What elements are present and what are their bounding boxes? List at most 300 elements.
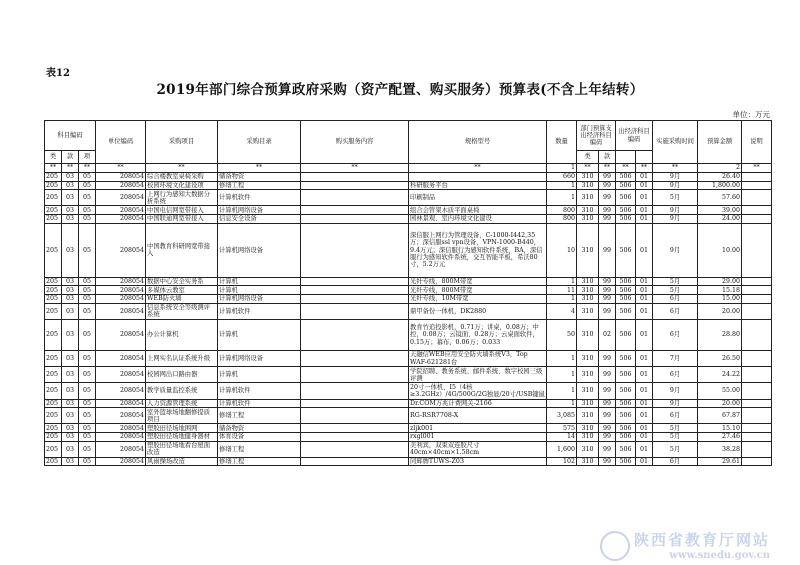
table-cell: 310	[577, 181, 599, 190]
table-cell: 01	[636, 367, 653, 383]
watermark-url: www.snedu.gov.cn	[669, 550, 770, 561]
table-row	[45, 433, 772, 442]
table-cell: 01	[636, 424, 653, 433]
table-cell	[742, 181, 772, 190]
table-cell: 05	[79, 441, 96, 457]
table-cell: 05	[79, 214, 96, 223]
table-cell: 体育设备	[218, 433, 301, 442]
marker-cell: **	[79, 164, 96, 173]
table-cell	[301, 214, 409, 223]
table-cell: 05	[79, 319, 96, 350]
table-cell: 506	[616, 294, 636, 303]
table-cell: 27.46	[698, 433, 742, 442]
table-cell: 计算机软件	[218, 383, 301, 399]
table-cell: 208054	[96, 457, 146, 466]
table-cell: 208054	[96, 277, 146, 286]
table-cell	[742, 190, 772, 206]
table-cell: 208054	[96, 319, 146, 350]
marker-cell: **	[636, 164, 653, 173]
table-cell: 校园环境文化建设项	[146, 181, 218, 190]
table-row	[45, 351, 772, 367]
table-cell: 208054	[96, 441, 146, 457]
marker-cell: 2	[698, 164, 742, 173]
table-cell: 506	[616, 173, 636, 182]
table-cell: 储备物资	[218, 173, 301, 182]
table-cell: 310	[577, 399, 599, 408]
table-cell: 03	[62, 277, 79, 286]
table-cell: 1,800.00	[698, 181, 742, 190]
table-cell: 综合楼教室桌椅采购	[146, 173, 218, 182]
table-cell: 6月	[653, 367, 698, 383]
table-cell: 10.00	[698, 223, 742, 277]
table-cell: 310	[577, 408, 599, 424]
header-subject-code: 科目编码	[45, 121, 96, 151]
table-cell: 9月	[653, 181, 698, 190]
table-cell: 9月	[653, 206, 698, 215]
table-cell: 1	[547, 383, 577, 399]
table-cell: 208054	[96, 286, 146, 295]
table-cell: 800	[547, 206, 577, 215]
table-cell: 208054	[96, 383, 146, 399]
table-row	[45, 424, 772, 433]
table-cell: 01	[636, 399, 653, 408]
table-cell: zljk001	[409, 424, 547, 433]
table-cell	[742, 367, 772, 383]
table-cell: 205	[45, 399, 62, 408]
table-cell: 深信服上网行为管理设备，C-1000-I442,35万；深信服ssl vpn设备，VPN-1000-B440，9.4万元；深信服行为感知软件系统，BA，深信服行为感知软件系统，交互智能平板，希沃80寸，5.2万元	[409, 223, 547, 277]
table-cell: 5月	[653, 277, 698, 286]
table-cell	[742, 433, 772, 442]
table-cell: 11	[547, 286, 577, 295]
table-cell: 10	[547, 223, 577, 277]
table-cell: 205	[45, 286, 62, 295]
table-cell: 塑胶田径场地健身器材	[146, 433, 218, 442]
table-cell: 15.18	[698, 286, 742, 295]
table-cell: 99	[599, 367, 616, 383]
table-cell: 风雨操场改造	[146, 457, 218, 466]
table-cell	[742, 383, 772, 399]
table-cell: 01	[636, 214, 653, 223]
table-cell	[742, 457, 772, 466]
table-cell: 205	[45, 433, 62, 442]
watermark	[634, 529, 770, 561]
table-cell: 01	[636, 294, 653, 303]
table-cell: 99	[599, 351, 616, 367]
table-cell: 计算机软件	[218, 399, 301, 408]
table-cell: 506	[616, 190, 636, 206]
table-cell: 03	[62, 383, 79, 399]
table-cell	[301, 173, 409, 182]
table-cell: 05	[79, 383, 96, 399]
table-cell: 计算机软件	[218, 303, 301, 319]
header-kuan: 款	[62, 151, 79, 164]
table-cell: 55.00	[698, 383, 742, 399]
table-cell: 20寸一体机，I5（4核≥3.2GHz）/4G/500G/2G独显/20寸/USB键鼠	[410, 383, 545, 399]
table-cell: 03	[62, 294, 79, 303]
header-catalog: 采购目录	[218, 121, 301, 164]
table-cell: 310	[577, 367, 599, 383]
table-cell: 310	[577, 223, 599, 277]
table-cell: 99	[599, 294, 616, 303]
table-cell: 科研服务平台	[409, 181, 547, 190]
table-cell	[742, 399, 772, 408]
table-cell: 9月	[653, 214, 698, 223]
marker-cell: **	[742, 164, 772, 173]
table-cell: 506	[616, 214, 636, 223]
table-cell: 24.00	[698, 214, 742, 223]
table-cell: 05	[79, 367, 96, 383]
table-cell: 05	[79, 223, 96, 277]
table-cell	[301, 367, 409, 383]
table-cell: 208054	[96, 294, 146, 303]
table-cell: 205	[45, 294, 62, 303]
table-cell: 01	[636, 457, 653, 466]
table-cell	[301, 286, 409, 295]
table-cell: 205	[45, 277, 62, 286]
table-cell: 310	[577, 206, 599, 215]
table-cell: 05	[79, 173, 96, 182]
table-cell: 9月	[653, 399, 698, 408]
table-cell: 校园网出口路由器	[146, 367, 218, 383]
header-xiang: 项	[79, 151, 96, 164]
table-cell: 光纤专线，800M带宽	[409, 286, 547, 295]
table-cell	[742, 351, 772, 367]
table-cell: 310	[577, 277, 599, 286]
table-cell: 计算机网络设备	[218, 294, 301, 303]
table-cell: 57.60	[698, 190, 742, 206]
table-cell: 05	[79, 286, 96, 295]
table-cell: 99	[599, 424, 616, 433]
table-cell: 99	[599, 277, 616, 286]
table-cell: 01	[636, 303, 653, 319]
table-cell: 310	[577, 190, 599, 206]
table-cell: 计算机	[218, 367, 301, 383]
table-cell: 99	[599, 457, 616, 466]
table-cell: 28.80	[698, 319, 742, 350]
watermark-name: 陕西省教育厅网站	[633, 531, 770, 549]
header-unit-code: 单位编码	[96, 121, 146, 164]
table-cell: 01	[636, 223, 653, 277]
table-cell	[301, 351, 409, 367]
table-cell: 1	[547, 294, 577, 303]
table-cell: 506	[616, 399, 636, 408]
table-cell: 205	[45, 383, 62, 399]
table-cell: 310	[577, 286, 599, 295]
table-cell: 99	[599, 408, 616, 424]
table-cell: 310	[577, 214, 599, 223]
table-cell: 15.00	[698, 294, 742, 303]
table-cell: 205	[45, 441, 62, 457]
table-cell: 03	[62, 441, 79, 457]
table-cell: 03	[62, 303, 79, 319]
table-cell: 310	[577, 173, 599, 182]
marker-cell: **	[218, 164, 301, 173]
table-cell: 506	[616, 441, 636, 457]
table-cell: 05	[79, 303, 96, 319]
table-cell: 506	[616, 433, 636, 442]
table-cell: 计算机网络设备	[218, 351, 301, 367]
table-cell: 多媒体云教室	[146, 286, 218, 295]
table-cell: 03	[62, 223, 79, 277]
table-cell: 29.61	[698, 457, 742, 466]
table-cell: 208054	[96, 303, 146, 319]
table-cell: 03	[62, 424, 79, 433]
table-row	[45, 457, 772, 466]
table-cell: 计算机网络设备	[218, 206, 301, 215]
table-cell: 印刷制品	[409, 190, 547, 206]
table-cell	[742, 286, 772, 295]
table-cell: 506	[616, 181, 636, 190]
table-cell	[742, 408, 772, 424]
table-cell: 310	[577, 441, 599, 457]
table-cell: 05	[79, 294, 96, 303]
table-cell: 组合会管架木质平面桌椅	[409, 206, 547, 215]
table-cell: 上网行为感知大数据分析系统	[146, 190, 218, 206]
table-cell: 01	[636, 173, 653, 182]
table-cell	[301, 457, 409, 466]
table-cell: 计算机	[218, 319, 301, 350]
table-cell: 310	[577, 433, 599, 442]
table-cell: 205	[45, 303, 62, 319]
table-cell: 01	[636, 319, 653, 350]
table-cell: 5月	[653, 433, 698, 442]
table-cell	[742, 214, 772, 223]
table-row	[45, 408, 772, 424]
header-kuan2: 款	[599, 151, 616, 164]
table-cell	[742, 223, 772, 277]
table-cell: 02	[599, 319, 616, 350]
table-cell: 26.50	[698, 351, 742, 367]
table-cell: 9月	[653, 173, 698, 182]
header-blank-1	[616, 151, 636, 164]
marker-cell: **	[577, 164, 599, 173]
table-cell: 教育竹追投影机，0.71万；讲桌，0.08万；中控，0.08万；云镜面，0.28万；云桌面软件，0.15万；幕布，0.06万；0.033	[409, 319, 547, 350]
table-cell: 园林景观、室内环境文化建设	[409, 214, 547, 223]
table-cell: 99	[599, 303, 616, 319]
table-cell: 310	[577, 383, 599, 399]
table-row	[45, 303, 772, 319]
table-cell: 6月	[653, 294, 698, 303]
header-dept-subject: 部门预算支出经济科目编码	[577, 121, 616, 151]
table-cell: 03	[62, 319, 79, 350]
table-cell: 506	[616, 367, 636, 383]
header-budget: 预算金额	[698, 121, 742, 164]
table-cell: 67.87	[698, 408, 742, 424]
table-cell: 7月	[653, 351, 698, 367]
table-cell	[742, 294, 772, 303]
marker-cell: **	[616, 164, 636, 173]
table-cell: 310	[577, 319, 599, 350]
table-cell: 1	[547, 351, 577, 367]
table-cell: 208054	[96, 408, 146, 424]
table-cell: 05	[79, 277, 96, 286]
table-cell: 室外篮球场地翻修提质项目	[146, 408, 218, 424]
table-row	[45, 441, 772, 457]
table-cell: 99	[599, 286, 616, 295]
header-note: 说明	[742, 121, 772, 164]
table-cell: 03	[62, 206, 79, 215]
table-cell: 6月	[653, 408, 698, 424]
table-cell: 208054	[96, 206, 146, 215]
table-row	[45, 399, 772, 408]
table-cell: 20.00	[698, 303, 742, 319]
table-cell: 03	[62, 457, 79, 466]
table-row	[45, 319, 772, 350]
header-spec: 规格型号	[409, 121, 547, 164]
table-cell: 205	[45, 424, 62, 433]
table-cell: 208054	[96, 181, 146, 190]
table-cell: 506	[616, 303, 636, 319]
table-cell: 03	[62, 351, 79, 367]
table-row	[45, 190, 772, 206]
table-cell: 05	[79, 190, 96, 206]
table-row	[45, 383, 772, 399]
table-cell: 208054	[96, 351, 146, 367]
table-cell: 1	[547, 190, 577, 206]
table-cell: 1	[547, 367, 577, 383]
procurement-table	[44, 120, 772, 466]
table-cell: 中国教育科研网宽带接入	[146, 223, 218, 277]
table-cell: 塑胶田径场地围网	[146, 424, 218, 433]
table-cell: WEB防火墙	[146, 294, 218, 303]
header-blank-2	[636, 151, 653, 164]
table-cell: 506	[616, 351, 636, 367]
table-cell: 05	[79, 206, 96, 215]
table-cell: 中国联通网宽带接入	[146, 214, 218, 223]
table-cell: 01	[636, 181, 653, 190]
table-cell	[301, 383, 409, 399]
table-cell: 575	[547, 424, 577, 433]
table-cell: 01	[636, 383, 653, 399]
header-lei: 类	[45, 151, 62, 164]
table-cell: 99	[599, 441, 616, 457]
marker-cell: 1	[547, 164, 577, 173]
table-cell: 6月	[653, 303, 698, 319]
table-cell: 01	[636, 441, 653, 457]
table-cell: 29.00	[698, 277, 742, 286]
table-cell: 5月	[653, 424, 698, 433]
table-cell: 50	[547, 319, 577, 350]
table-cell: 05	[79, 424, 96, 433]
table-cell: 20.00	[698, 399, 742, 408]
table-row	[45, 294, 772, 303]
table-cell	[301, 433, 409, 442]
table-cell: 205	[45, 206, 62, 215]
table-cell: 205	[45, 457, 62, 466]
table-row	[45, 286, 772, 295]
table-cell	[301, 223, 409, 277]
table-cell: 506	[616, 457, 636, 466]
table-cell: 03	[62, 408, 79, 424]
table-cell: 99	[599, 214, 616, 223]
table-cell	[742, 277, 772, 286]
table-cell: 506	[616, 424, 636, 433]
table-cell: 310	[577, 457, 599, 466]
table-cell: 光纤专线，800M带宽	[409, 277, 547, 286]
table-cell: 310	[577, 351, 599, 367]
table-cell: 教学质量监控系统	[146, 383, 218, 399]
table-cell: 205	[45, 181, 62, 190]
marker-cell: **	[599, 164, 616, 173]
table-cell: 9月	[653, 223, 698, 277]
table-cell: 99	[599, 383, 616, 399]
table-cell: 208054	[96, 214, 146, 223]
table-row	[45, 223, 772, 277]
table-cell	[742, 303, 772, 319]
table-row	[45, 173, 772, 182]
table-cell	[301, 408, 409, 424]
table-cell: 205	[45, 173, 62, 182]
table-cell: 205	[45, 190, 62, 206]
header-lei2: 类	[577, 151, 599, 164]
header-qty: 数量	[547, 121, 577, 164]
table-cell: 人力资源管理系统	[146, 399, 218, 408]
table-cell: 3,085	[547, 408, 577, 424]
table-cell: 03	[62, 367, 79, 383]
table-cell: 03	[62, 173, 79, 182]
table-cell: 506	[616, 408, 636, 424]
table-cell: 天融信WEB应用安全防火墙系统V3，Top WAF-621281台	[409, 351, 547, 367]
table-cell: 208054	[96, 173, 146, 182]
table-cell: 208054	[96, 190, 146, 206]
table-cell	[409, 173, 547, 182]
table-cell: 506	[616, 206, 636, 215]
header-impl-time: 实施采购时间	[653, 121, 698, 164]
table-cell: 6月	[653, 319, 698, 350]
marker-cell: **	[409, 164, 547, 173]
table-cell: 208054	[96, 433, 146, 442]
table-cell: 205	[45, 408, 62, 424]
table-cell: 01	[636, 433, 653, 442]
table-row	[45, 214, 772, 223]
table-cell: 1	[547, 181, 577, 190]
table-cell: 01	[636, 408, 653, 424]
table-cell: 5月	[653, 190, 698, 206]
table-cell	[742, 206, 772, 215]
table-cell: 同辉牌TUWS-Z03	[409, 457, 547, 466]
table-cell: 学院招聘、教务系统、邮件系统、数字校园三级评测	[409, 367, 547, 383]
table-cell: 38.28	[698, 441, 742, 457]
table-cell	[301, 206, 409, 215]
table-cell	[301, 277, 409, 286]
table-cell: 208054	[96, 424, 146, 433]
table-row	[45, 277, 772, 286]
marker-cell: **	[96, 164, 146, 173]
table-cell: 208054	[96, 399, 146, 408]
table-cell: 99	[599, 173, 616, 182]
table-cell: 800	[547, 214, 577, 223]
table-cell: 03	[62, 286, 79, 295]
marker-cell: **	[653, 164, 698, 173]
table-cell: 修缮工程	[218, 408, 301, 424]
table-cell: 205	[45, 351, 62, 367]
table-cell: 99	[599, 190, 616, 206]
table-cell: 1	[547, 277, 577, 286]
table-cell: 4	[547, 303, 577, 319]
table-cell: 99	[599, 223, 616, 277]
table-cell	[301, 303, 409, 319]
table-cell: Dr.COM万兆计费网关-2166	[409, 399, 547, 408]
table-cell: 01	[636, 277, 653, 286]
table-cell: 99	[599, 399, 616, 408]
table-cell: 01	[636, 351, 653, 367]
table-cell: 1,600	[547, 441, 577, 457]
table-body	[45, 173, 772, 466]
table-number: 表12	[46, 68, 70, 79]
table-cell: 信息系统安全等级测评系统	[146, 303, 218, 319]
table-cell: 310	[577, 294, 599, 303]
table-cell: 5月	[653, 286, 698, 295]
